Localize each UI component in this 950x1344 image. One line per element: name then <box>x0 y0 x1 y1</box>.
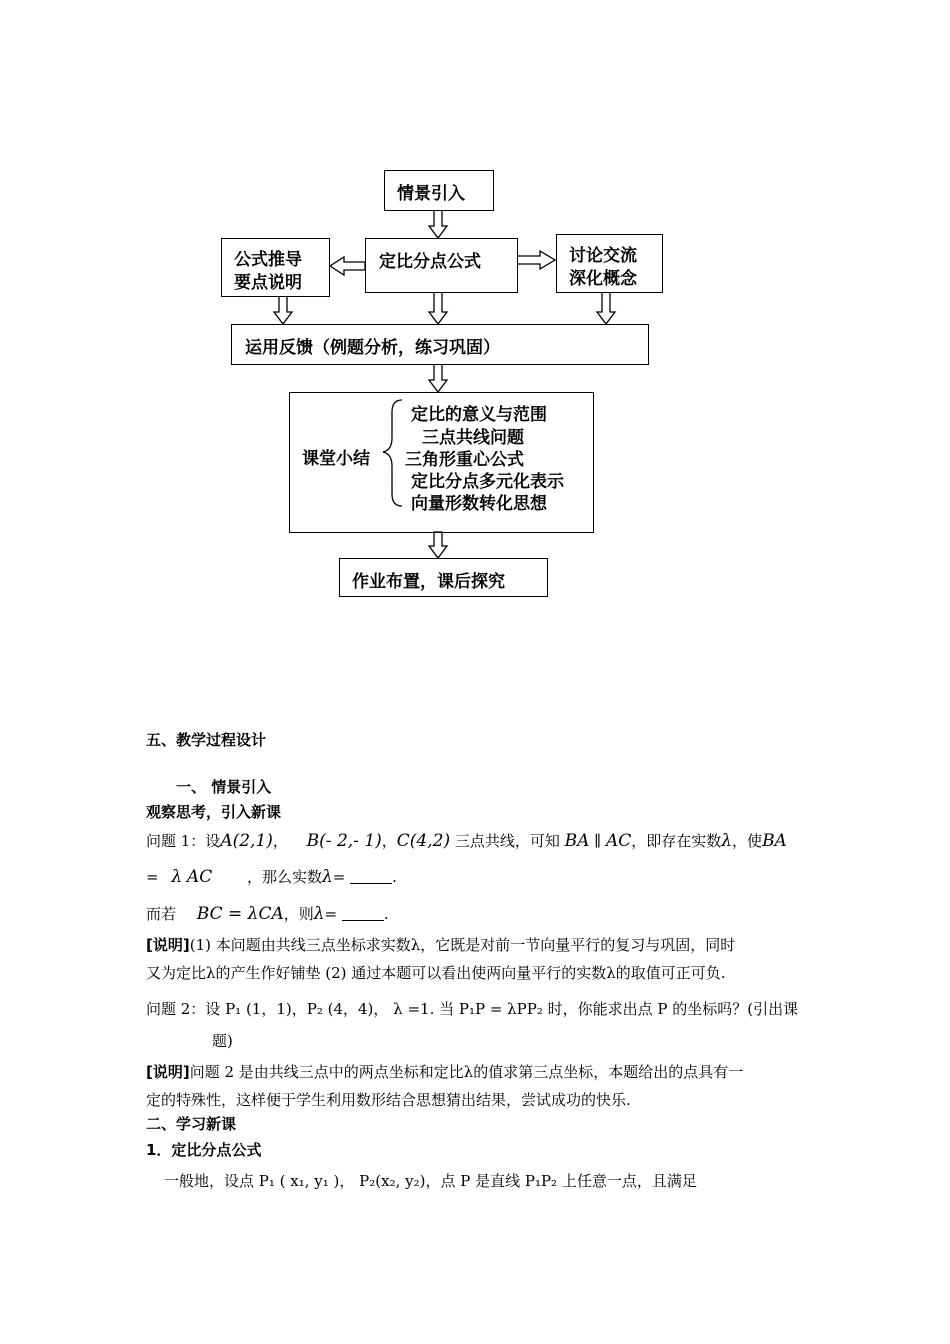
q1-vec-ac-2: AC <box>186 867 213 887</box>
box-apply-label: 运用反馈（例题分析，练习巩固） <box>245 338 500 358</box>
q1b-expr: BC = λCA <box>196 904 284 924</box>
note-1-line-2: 又为定比λ的产生作好铺垫 (2) 通过本题可以看出使两向量平行的实数λ的取值可正可负. <box>146 964 726 982</box>
q1-parallel: ∥ <box>594 832 602 850</box>
box-formula-label: 定比分点公式 <box>379 252 481 272</box>
summary-label: 课堂小结 <box>302 449 370 469</box>
q1-vec-ac: AC <box>605 831 632 851</box>
q1-vec-ba: BA <box>564 831 590 851</box>
summary-item-1: 定比的意义与范围 <box>411 405 547 425</box>
flowchart-arrows <box>0 0 950 640</box>
definition-line: 一般地，设点 P₁ ( x₁, y₁ )， P₂(x₂, y₂)，点 P 是直线 P₁P₂ 上任意一点，且满足 <box>164 1172 697 1190</box>
question-1: 问题 1：设A(2,1)， B(- 2,- 1)，C(4,2) 三点共线，可知 BA ∥ AC，即存在实数λ，使BA <box>146 831 787 851</box>
section-title: 五、教学过程设计 <box>146 731 267 749</box>
question-1-cont <box>146 866 397 887</box>
note-2-tag: [说明] <box>146 1063 190 1081</box>
q1-lambda: λ <box>721 831 733 851</box>
box-situation-label: 情景引入 <box>397 184 465 204</box>
q1-vec-ba-2: BA <box>762 831 787 851</box>
q1-text5: = <box>332 868 346 886</box>
q1-text4: ，那么实数 <box>247 868 323 886</box>
q1-text3: ，使 <box>732 832 763 850</box>
note-2-line-1 <box>146 1061 743 1082</box>
note-1-text-1: (1) 本问题由共线三点坐标求实数λ，它既是对前一节向量平行的复习与巩固，同时 <box>189 936 736 954</box>
sub-heading-situation: 一、 情景引入 <box>176 778 272 796</box>
arrow-right <box>517 251 555 269</box>
question-2-line-2: 题) <box>212 1032 233 1050</box>
arrow-down-1 <box>429 210 447 238</box>
q1b-answer-blank <box>342 906 384 921</box>
q1b-text: ，则 <box>283 905 314 923</box>
summary-item-3: 三角形重心公式 <box>405 450 524 470</box>
box-homework-label: 作业布置，课后探究 <box>352 572 505 592</box>
q1-label: 问题 1：设 <box>146 832 221 850</box>
q1b-prefix: 而若 <box>146 905 177 923</box>
box-discussion-line2: 深化概念 <box>569 269 637 289</box>
q1-eq: = <box>146 868 159 886</box>
question-2-line-1: 问题 2：设 P₁ (1，1)，P₂ (4，4)， λ =1. 当 P₁P = λPP₂ 时，你能求出点 P 的坐标吗？(引出课 <box>146 1000 799 1018</box>
box-apply <box>231 324 649 365</box>
summary-item-5: 向量形数转化思想 <box>411 494 547 514</box>
note-1-line-1 <box>146 934 735 955</box>
box-homework <box>339 558 548 597</box>
arrow-down-5 <box>429 364 447 392</box>
q1b-lambda: λ <box>313 904 325 924</box>
arrow-left <box>330 257 365 275</box>
subsection-1-title: 1．定比分点公式 <box>146 1141 262 1159</box>
question-1b <box>146 903 389 924</box>
box-formula <box>365 238 518 293</box>
observe-heading: 观察思考，引入新课 <box>146 803 282 821</box>
box-summary <box>289 392 594 533</box>
arrow-down-6 <box>429 532 447 558</box>
q1-lambda-2: λ <box>171 867 183 887</box>
section-2-title: 二、学习新课 <box>146 1115 237 1133</box>
q1-point-a: A(2,1) <box>220 831 273 851</box>
note-2-line-2: 定的特殊性，这样便于学生利用数形结合思想猜出结果，尝试成功的快乐. <box>146 1091 631 1109</box>
box-derivation <box>221 238 330 297</box>
q1-dot: . <box>392 868 397 886</box>
box-derivation-line1: 公式推导 <box>234 250 302 270</box>
q1-point-b: B(- 2,- 1) <box>306 831 382 851</box>
q1-answer-blank <box>350 869 392 884</box>
summary-item-4: 定比分点多元化表示 <box>411 472 564 492</box>
box-derivation-line2: 要点说明 <box>234 273 302 293</box>
box-discussion-line1: 讨论交流 <box>569 246 637 266</box>
box-situation <box>384 170 494 211</box>
box-discussion <box>556 234 663 293</box>
q1-text2: ，即存在实数 <box>631 832 722 850</box>
arrow-down-4 <box>597 292 615 324</box>
note-1-tag: [说明] <box>146 936 190 954</box>
arrow-down-2 <box>429 292 447 324</box>
q1-lambda-3: λ <box>322 867 333 887</box>
q1b-eq: = <box>324 905 338 923</box>
note-2-text-1: 问题 2 是由共线三点中的两点坐标和定比λ的值求第三点坐标，本题给出的点具有一 <box>189 1063 744 1081</box>
q1b-dot: . <box>383 905 389 923</box>
summary-item-2: 三点共线问题 <box>422 428 524 448</box>
arrow-down-3 <box>274 296 292 324</box>
q1-point-c: C(4,2) <box>396 831 451 851</box>
q1-text1: 三点共线，可知 <box>454 832 560 850</box>
